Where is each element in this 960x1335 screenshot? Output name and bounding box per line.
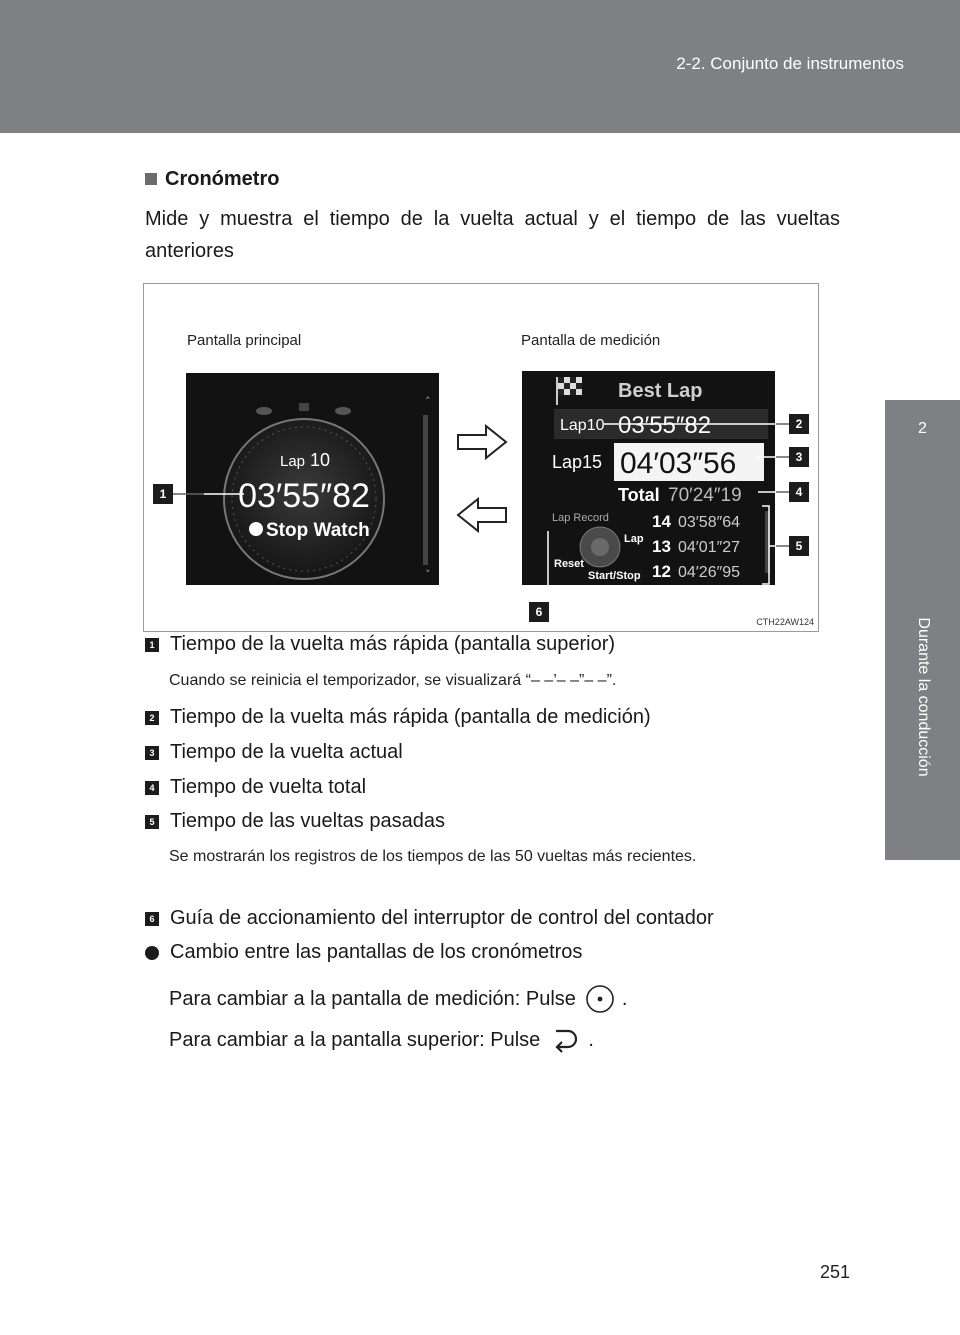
guide-start-stop: Start/Stop (588, 570, 641, 582)
legend-text: Tiempo de la vuelta más rápida (pantalla de medición) (170, 706, 651, 728)
main-lap-number: 10 (310, 450, 331, 470)
switch-to-measure-text: Para cambiar a la pantalla de medición: Pulse (169, 987, 576, 1010)
callout-6: 6 (529, 602, 549, 622)
callout-4: 4 (789, 482, 809, 502)
record-num: 12 (652, 562, 671, 581)
section-title (145, 165, 840, 193)
chapter-number: 2 (918, 420, 927, 437)
label-measure-screen: Pantalla de medición (521, 332, 661, 349)
record-num: 14 (652, 512, 671, 531)
guide-reset: Reset (554, 558, 584, 570)
legend-text: Tiempo de la vuelta actual (170, 741, 403, 763)
record-time: 04′26″95 (678, 564, 741, 581)
legend-item (145, 741, 403, 764)
note-past-laps: Se mostrarán los registros de los tiempos de las 50 vueltas más recientes. (169, 848, 697, 865)
legend-badge: 4 (145, 781, 159, 795)
total-label: Total (618, 485, 660, 505)
current-lap-time: 04′03″56 (620, 447, 737, 480)
square-bullet-icon (145, 173, 157, 185)
figure-code: CTH22AW124 (756, 617, 814, 627)
record-time: 04′01″27 (678, 539, 741, 556)
chapter-title-box (885, 533, 960, 860)
intro-paragraph: Mide y muestra el tiempo de la vuelta actual y el tiempo de las vueltas anteriores (145, 208, 840, 262)
legend-text: Guía de accionamiento del interruptor de control del contador (170, 907, 714, 929)
lap-record-title: Lap Record (552, 512, 609, 524)
switching-title (145, 941, 582, 964)
legend-text: Tiempo de vuelta total (170, 776, 367, 798)
callout-2: 2 (789, 414, 809, 434)
record-num: 13 (652, 537, 671, 556)
legend-badge: 1 (145, 638, 159, 652)
stopwatch-figure (143, 283, 819, 632)
best-lap-title: Best Lap (618, 380, 703, 402)
legend-item (145, 776, 366, 799)
legend-text: Tiempo de las vueltas pasadas (170, 810, 445, 832)
legend-badge: 3 (145, 746, 159, 760)
legend-badge: 5 (145, 815, 159, 829)
legend-item (145, 810, 445, 833)
record-time: 03′58″64 (678, 514, 741, 531)
callout-lines (144, 284, 820, 633)
back-arrow-icon (548, 1025, 582, 1055)
switch-to-top-text: Para cambiar a la pantalla superior: Pulse (169, 1028, 541, 1051)
header-section-title: 2-2. Conjunto de instrumentos (676, 54, 904, 73)
section-title-text: Cronómetro (165, 167, 280, 190)
best-lap-label: Lap10 (560, 417, 605, 434)
switch-to-top-end: . (588, 1028, 594, 1051)
page-header (0, 0, 960, 133)
note-reset: Cuando se reinicia el temporizador, se visualizará “– –’– –”– –”. (169, 672, 617, 689)
label-main-screen: Pantalla principal (187, 332, 302, 349)
legend-item (145, 907, 714, 930)
scroll-up-icon: ˄ (425, 395, 431, 408)
chapter-side-tab (885, 133, 960, 1335)
press-knob-icon (584, 983, 616, 1015)
callout-1: 1 (153, 484, 173, 504)
chapter-title: Durante la conducción (914, 616, 932, 777)
callout-3: 3 (789, 447, 809, 467)
guide-lap: Lap (624, 533, 644, 545)
switching-title-text: Cambio entre las pantallas de los cronómetros (170, 941, 583, 963)
switch-to-top (169, 1025, 594, 1055)
callout-5: 5 (789, 536, 809, 556)
legend-item (145, 706, 651, 729)
switch-to-measure (169, 983, 627, 1015)
content (145, 165, 840, 267)
page-number: 251 (820, 1262, 851, 1282)
round-bullet-icon (145, 946, 159, 960)
legend-text: Tiempo de la vuelta más rápida (pantalla superior) (170, 633, 616, 655)
legend-item (145, 633, 615, 656)
total-time: 70′24″19 (668, 485, 742, 506)
main-lap-label: Lap (280, 453, 306, 470)
scroll-down-icon: ˅ (425, 568, 431, 581)
main-mode-label: Stop Watch (266, 520, 370, 541)
chapter-number-box (885, 400, 960, 533)
switch-to-measure-end: . (621, 987, 628, 1010)
main-lap-time: 03′55″82 (238, 477, 370, 515)
legend-badge: 6 (145, 912, 159, 926)
current-lap-label: Lap15 (552, 452, 603, 472)
best-lap-time: 03′55″82 (618, 412, 712, 439)
legend-badge: 2 (145, 711, 159, 725)
